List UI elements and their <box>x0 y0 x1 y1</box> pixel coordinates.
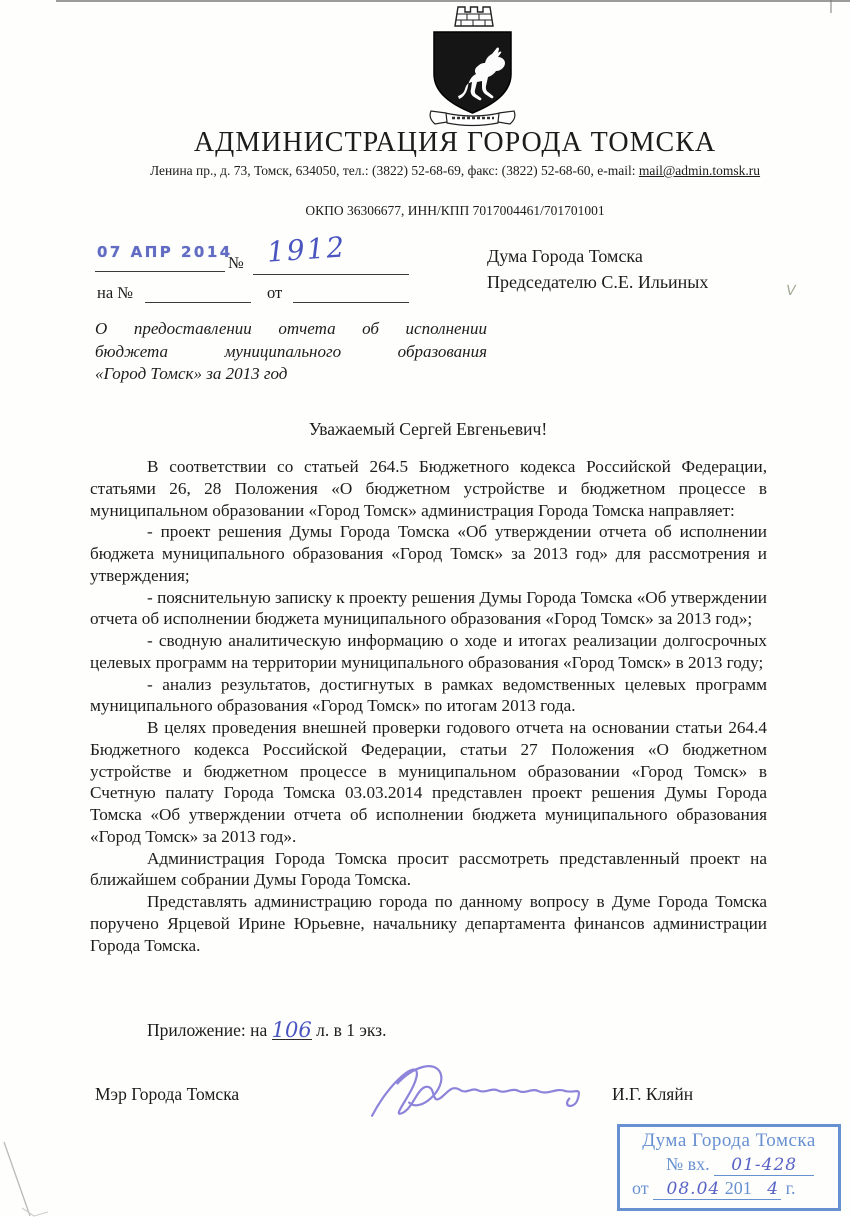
shield-horse-icon <box>434 32 511 113</box>
handwritten-outgoing-number: 1912 <box>265 230 348 269</box>
mural-crown-icon <box>455 7 493 26</box>
attachment-line <box>90 1020 386 1041</box>
body-paragraph: В соответствии со статьей 264.5 Бюджетного кодекса Российской Федерации, статьями 26, 28 Положения «О бюджетном устройстве и бюджетном процессе в муниципальном образовании «Город Томск» администрация Города Томска направляет: <box>90 457 767 520</box>
body-paragraph: Администрация Города Томска просит рассмотреть представленный проект на ближайшем собрании Думы Города Томска. <box>90 848 767 890</box>
number-label: № <box>228 253 244 272</box>
attachment-prefix: Приложение: на <box>147 1020 272 1040</box>
number-blank-line <box>253 273 409 275</box>
stamp-year-suffix: г. <box>785 1178 796 1198</box>
subject-block <box>95 318 487 386</box>
body-list-item: - пояснительную записку к проекту решения Думы Города Томска «Об утверждении отчета об исполнении бюджета муниципального образования «Город Томск» за 2013 год»; <box>90 587 767 629</box>
recipient-block <box>487 243 708 295</box>
handwritten-incoming-number: 01-428 <box>731 1155 798 1175</box>
stamp-year-line <box>765 1178 781 1200</box>
stamp-number-line <box>714 1154 814 1176</box>
recipient-person: Председателю С.Е. Ильиных <box>487 272 709 292</box>
salutation: Уважаемый Сергей Евгеньевич! <box>308 419 548 439</box>
handwritten-date: 08.04 <box>666 1179 721 1199</box>
subject-line: бюджета муниципального образования <box>95 341 487 361</box>
letter-body <box>90 456 767 956</box>
tomsk-coat-of-arms-icon <box>425 2 520 132</box>
body-paragraph: В целях проведения внешней проверки годового отчета на основании статьи 264.4 Бюджетного кодекса Российской Федерации, статьи 27 Положения «О бюджетном устройстве и бюджетном процессе в муниципальном образовании «Город Томск» в Счетную палату Города Томска 03.03.2014 представлен проект решения Думы Города Томска «Об утверждении отчета об исполнении бюджета муниципального образования «Город Томск» за 2013 год». <box>90 718 767 846</box>
duma-registration-stamp <box>617 1124 841 1211</box>
stamp-number-label: № вх. <box>666 1154 710 1174</box>
org-codes-line: ОКПО 36306677, ИНН/КПП 7017004461/701701001 <box>305 203 605 218</box>
on-number-label: на № <box>97 283 134 302</box>
signer-position: Мэр Города Томска <box>95 1084 240 1104</box>
stamp-date-row <box>626 1178 832 1200</box>
org-address-line <box>60 163 850 179</box>
org-name: АДМИНИСТРАЦИЯ ГОРОДА ТОМСКА <box>193 127 717 158</box>
stamp-date-line <box>653 1178 765 1200</box>
attachment-suffix: л. в 1 экз. <box>311 1020 387 1040</box>
handwritten-signature-icon <box>355 1035 611 1138</box>
from-label: от <box>267 283 283 302</box>
reference-block <box>95 230 415 313</box>
org-email: mail@admin.tomsk.ru <box>638 163 761 178</box>
scan-artifact-right-tick <box>830 0 832 13</box>
incoming-date-stamp: 07 АПР 2014 <box>97 243 233 261</box>
handwritten-sheet-count: 106 <box>271 1018 312 1042</box>
scan-artifact-pencil-mark <box>0 1128 90 1217</box>
from-blank-line <box>293 301 409 303</box>
check-mark-icon: V <box>784 283 797 299</box>
body-list-item: - проект решения Думы Города Томска «Об утверждении отчета об исполнении бюджета муниципального образования «Город Томск» за 2013 год» для рассмотрения и утверждения; <box>90 522 767 585</box>
stamp-org-name: Дума Города Томска <box>642 1130 816 1151</box>
subject-line: «Город Томск» за 2013 год <box>95 364 288 383</box>
handwritten-year-digit: 4 <box>767 1179 780 1199</box>
body-paragraph: Представлять администрацию города по данному вопросу в Думе Города Томска поручено Ярцевой Ирине Юрьевне, начальнику департамента финансов администрации Города Томска. <box>90 892 767 955</box>
date-blank-line <box>95 270 225 272</box>
on-number-blank-line <box>145 301 251 303</box>
signer-name: И.Г. Кляйн <box>612 1084 694 1104</box>
body-list-item: - сводную аналитическую информацию о ходе и итогах реализации долгосрочных целевых программ на территории муниципального образования «Город Томск» в 2013 году; <box>90 631 767 672</box>
body-list-item: - анализ результатов, достигнутых в рамках ведомственных целевых программ муниципального образования «Город Томск» по итогам 2013 года. <box>90 674 767 716</box>
stamp-year-printed: 201 <box>724 1178 752 1198</box>
recipient-org: Дума Города Томска <box>487 246 643 266</box>
subject-line: О предоставлении отчета об исполнении <box>95 319 487 338</box>
stamp-date-label: от <box>632 1178 649 1198</box>
stamp-incoming-number-row <box>626 1154 832 1176</box>
address-text: Ленина пр., д. 73, Томск, 634050, тел.: (3822) 52-68-69, факс: (3822) 52-68-60, e-mail: <box>149 163 639 178</box>
